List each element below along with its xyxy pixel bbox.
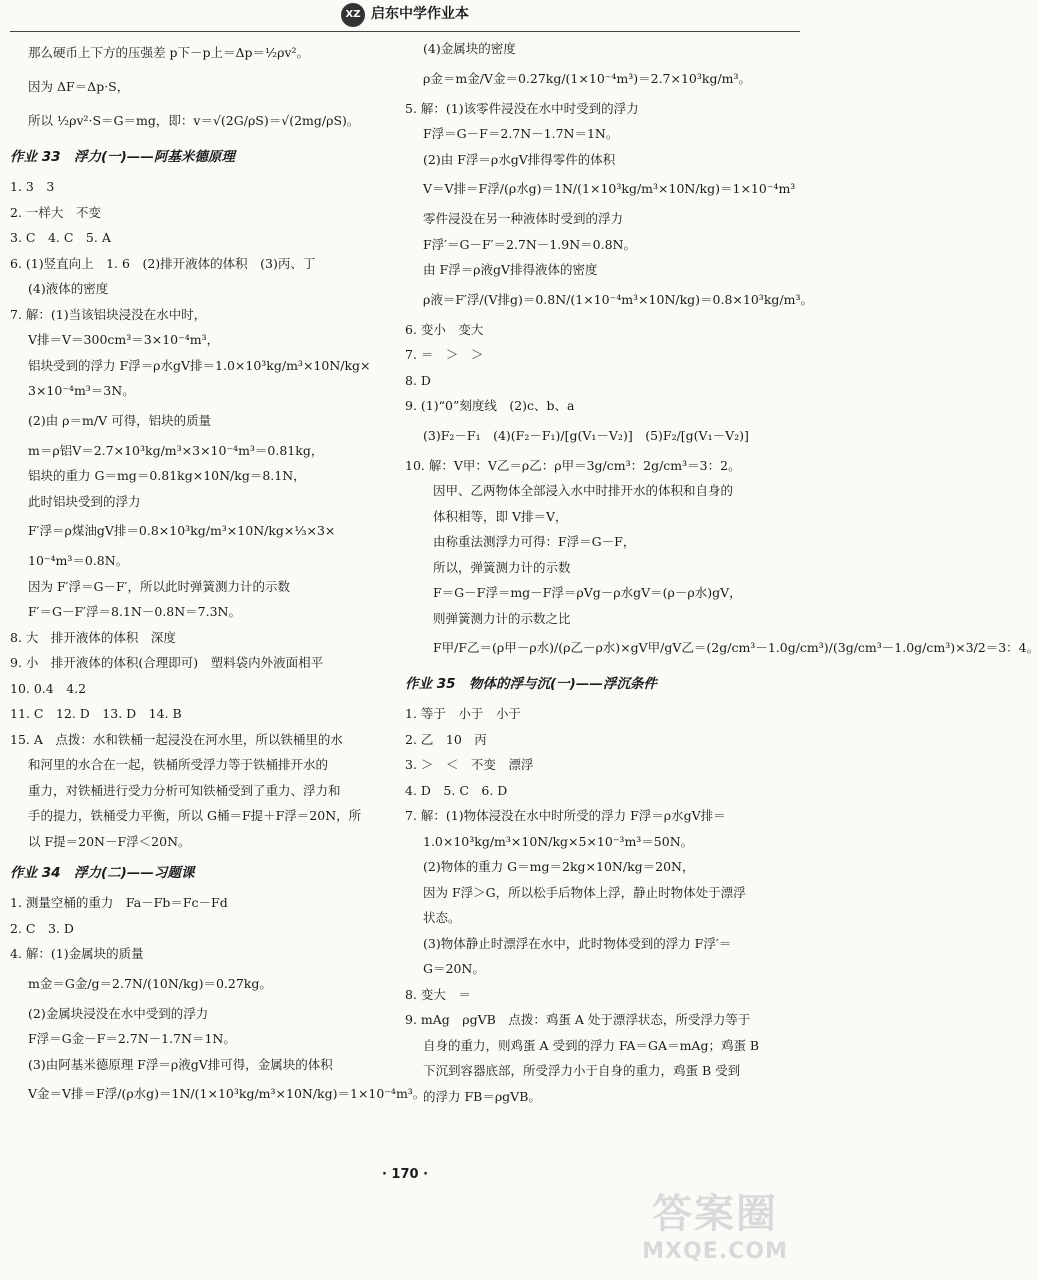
text-line: 9. (1)“0”刻度线 (2)c、b、a <box>405 398 575 413</box>
text-line: 因为 F′浮＝G－F′，所以此时弹簧测力计的示数 <box>28 578 290 594</box>
text-line: 体积相等，即 V排＝V， <box>433 508 568 524</box>
text-line: ρ金＝m金/V金＝0.27kg/(1×10⁻⁴m³)＝2.7×10³kg/m³。 <box>423 70 752 86</box>
text-line: (2)由 ρ＝m/V 可得，铝块的质量 <box>28 412 212 428</box>
text-line: 2. 乙 10 丙 <box>405 731 487 747</box>
text-line: 以 F提＝20N－F浮＜20N。 <box>28 833 191 849</box>
text-line: 4. 解：(1)金属块的质量 <box>10 946 144 961</box>
text-line: 8. 变大 ＝ <box>405 986 471 1002</box>
text-line: (3)F₂－F₁ (4)(F₂－F₁)/[g(V₁－V₂)] (5)F₂/[g(V₁－V₂)] <box>423 427 749 443</box>
right-column <box>405 36 1039 1109</box>
text-line: 8. D <box>405 372 431 388</box>
text-line: V＝V排＝F浮/(ρ水g)＝1N/(1×10³kg/m³×10N/kg)＝1×10⁻⁴m³ <box>423 181 796 196</box>
text-line: 1. 3 3 <box>10 179 55 194</box>
text-line: 9. 小 排开液体的体积(合理即可) 塑料袋内外液面相平 <box>10 655 324 670</box>
text-line: 重力，对铁桶进行受力分析可知铁桶受到了重力、浮力和 <box>28 782 341 798</box>
section-heading: 作业 34 浮力(二)——习题课 <box>10 865 195 881</box>
text-line: (2)物体的重力 G＝mg＝2kg×10N/kg＝20N， <box>423 859 695 874</box>
text-line: F浮＝G金－F＝2.7N－1.7N＝1N。 <box>28 1031 236 1046</box>
text-line: (3)由阿基米德原理 F浮＝ρ液gV排可得，金属块的体积 <box>28 1056 333 1072</box>
text-line: 3×10⁻⁴m³＝3N。 <box>28 383 135 398</box>
text-line: F甲/F乙＝(ρ甲－ρ水)/(ρ乙－ρ水)×gV甲/gV乙＝(2g/cm³－1.0g/cm³)/(3g/cm³－1.0g/cm³)×3/2＝3：4。 <box>433 640 1039 655</box>
text-line: 3. C 4. C 5. A <box>10 230 111 245</box>
text-line: (2)由 F浮＝ρ水gV排得零件的体积 <box>423 151 616 167</box>
text-line: 的浮力 FB＝ρgVB。 <box>423 1088 541 1104</box>
text-line: 因甲、乙两物体全部浸入水中时排开水的体积和自身的 <box>433 483 734 498</box>
text-line: F浮′＝G－F′＝2.7N－1.9N＝0.8N。 <box>423 236 636 252</box>
text-line: V金＝V排＝F浮/(ρ水g)＝1N/(1×10³kg/m³×10N/kg)＝1×10⁻⁴m³。 <box>28 1086 426 1101</box>
text-line: 10. 解：V甲：V乙＝ρ乙：ρ甲＝3g/cm³：2g/cm³＝3：2。 <box>405 457 741 473</box>
text-line: 7. 解：(1)当该铝块浸没在水中时， <box>10 306 207 322</box>
text-line: 铝块的重力 G＝mg＝0.81kg×10N/kg＝8.1N， <box>28 468 306 483</box>
text-line: 7. 解：(1)物体浸没在水中时所受的浮力 F浮＝ρ水gV排＝ <box>405 808 726 823</box>
text-line: m＝ρ铝V＝2.7×10³kg/m³×3×10⁻⁴m³＝0.81kg， <box>28 442 324 458</box>
text-line: 11. C 12. D 13. D 14. B <box>10 706 182 721</box>
watermark-logo <box>630 1190 800 1274</box>
text-line: 1. 等于 小于 小于 <box>405 706 521 721</box>
text-line: m金＝G金/g＝2.7N/(10N/kg)＝0.27kg。 <box>28 975 272 991</box>
text-line: 1. 测量空桶的重力 Fa－Fb＝Fc－Fd <box>10 895 228 910</box>
text-line: (3)物体静止时漂浮在水中，此时物体受到的浮力 F浮′＝ <box>423 935 732 951</box>
text-line: 4. D 5. C 6. D <box>405 782 508 798</box>
book-title: 启东中学作业本 <box>371 6 469 23</box>
text-line: 8. 大 排开液体的体积 深度 <box>10 629 176 645</box>
text-line: (4)液体的密度 <box>28 281 109 296</box>
text-line: G＝20N。 <box>423 961 485 976</box>
text-line: F′浮＝ρ煤油gV排＝0.8×10³kg/m³×10N/kg×⅓×3× <box>28 523 336 538</box>
watermark-url: MXQE.COM <box>642 1239 788 1264</box>
page-header <box>0 0 810 30</box>
page-number: · 170 · <box>381 1167 429 1182</box>
section-heading: 作业 33 浮力(一)——阿基米德原理 <box>10 149 235 165</box>
text-line: 3. ＞ ＜ 不变 漂浮 <box>405 757 534 772</box>
text-line: F浮＝G－F＝2.7N－1.7N＝1N。 <box>423 126 619 141</box>
text-line: (4)金属块的密度 <box>423 41 516 56</box>
text-line: 9. mAg ρgVB 点拨：鸡蛋 A 处于漂浮状态，所受浮力等于 <box>405 1012 751 1027</box>
text-line: 7. ＝ ＞ ＞ <box>405 347 484 362</box>
text-line: 自身的重力，则鸡蛋 A 受到的浮力 FA＝GA＝mAg；鸡蛋 B <box>423 1037 760 1053</box>
text-line: ρ液＝F′浮/(V排g)＝0.8N/(1×10⁻⁴m³×10N/kg)＝0.8×10³kg/m³。 <box>423 291 813 307</box>
section-heading: 作业 35 物体的浮与沉(一)——浮沉条件 <box>405 676 657 692</box>
text-line: 6. 变小 变大 <box>405 321 484 337</box>
text-line: F＝G－F浮＝mg－F浮＝ρVg－ρ水gV＝(ρ－ρ水)gV， <box>433 585 742 600</box>
text-line: F′＝G－F′浮＝8.1N－0.8N＝7.3N。 <box>28 604 241 619</box>
brand-logo: XZ <box>341 3 365 27</box>
text-line: 此时铝块受到的浮力 <box>28 493 141 509</box>
text-line: 15. A 点拨：水和铁桶一起浸没在河水里，所以铁桶里的水 <box>10 731 343 747</box>
text-line: 所以，弹簧测力计的示数 <box>433 559 571 575</box>
text-line: 那么硬币上下方的压强差 p下－p上＝Δp＝½ρv²。 <box>28 45 310 60</box>
text-line: 5. 解：(1)该零件浸没在水中时受到的浮力 <box>405 100 639 116</box>
text-line: 10. 0.4 4.2 <box>10 680 87 696</box>
text-line: 零件浸没在另一种液体时受到的浮力 <box>423 211 624 226</box>
text-line: 因为 F浮＞G，所以松手后物体上浮，静止时物体处于漂浮 <box>423 884 746 900</box>
text-line: 2. 一样大 不变 <box>10 204 101 220</box>
watermark-text: 答案圈 <box>652 1191 778 1237</box>
text-line: 6. (1)竖直向上 1. 6 (2)排开液体的体积 (3)丙、丁 <box>10 255 316 271</box>
text-line: 下沉到容器底部，所受浮力小于自身的重力，鸡蛋 B 受到 <box>423 1063 741 1078</box>
text-line: 2. C 3. D <box>10 920 74 936</box>
text-line: 由 F浮＝ρ液gV排得液体的密度 <box>423 262 598 277</box>
text-line: 手的提力，铁桶受力平衡，所以 G桶＝F提＋F浮＝20N，所 <box>28 808 362 823</box>
text-line: 所以 ½ρv²·S＝G＝mg，即：v＝√(2G/ρS)＝√(2mg/ρS)。 <box>28 113 360 128</box>
text-line: (2)金属块浸没在水中受到的浮力 <box>28 1005 209 1021</box>
text-line: 和河里的水合在一起，铁桶所受浮力等于铁桶排开水的 <box>28 757 329 772</box>
text-line: 由称重法测浮力可得：F浮＝G－F， <box>433 534 636 549</box>
text-line: 状态。 <box>423 910 461 925</box>
text-line: V排＝V＝300cm³＝3×10⁻⁴m³， <box>28 332 220 347</box>
header-divider <box>10 31 800 32</box>
text-line: 1.0×10³kg/m³×10N/kg×5×10⁻³m³＝50N。 <box>423 833 694 849</box>
text-line: 铝块受到的浮力 F浮＝ρ水gV排＝1.0×10³kg/m³×10N/kg× <box>28 357 371 373</box>
text-line: 因为 ΔF＝Δp·S， <box>28 79 130 94</box>
text-line: 10⁻⁴m³＝0.8N。 <box>28 553 129 568</box>
text-line: 则弹簧测力计的示数之比 <box>433 610 571 626</box>
